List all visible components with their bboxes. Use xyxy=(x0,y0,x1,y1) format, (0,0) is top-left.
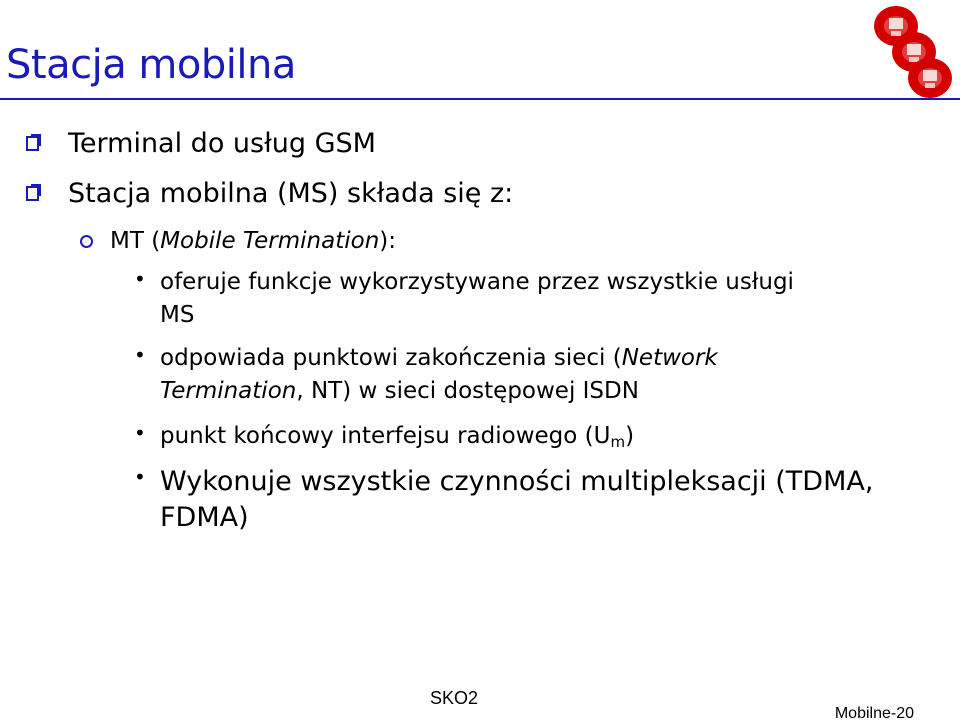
sub-bullet-mt xyxy=(110,228,396,254)
circle-bullet-icon xyxy=(80,235,93,248)
footer-page-label: Mobilne-20 xyxy=(834,705,914,722)
bullet-text: Terminal do usług GSM xyxy=(68,128,376,159)
square-bullet-icon xyxy=(26,134,42,152)
detail-line xyxy=(160,375,718,408)
detail-line: FDMA) xyxy=(160,502,249,533)
bullet-item-2 xyxy=(68,178,513,209)
dot-bullet-icon: • xyxy=(134,465,146,489)
detail-item-1 xyxy=(134,266,794,332)
detail-item-4 xyxy=(134,464,874,536)
detail-line: oferuje funkcje wykorzystywane przez wszystkie usługi xyxy=(160,269,794,295)
detail-item-3 xyxy=(134,420,635,459)
detail-line xyxy=(160,420,634,459)
detail-text: , NT) w sieci dostępowej ISDN xyxy=(296,378,639,404)
bullet-text: Stacja mobilna (MS) składa się z: xyxy=(68,178,514,209)
dot-bullet-icon: • xyxy=(134,421,146,445)
title-divider xyxy=(0,98,960,100)
detail-text: odpowiada punktowi zakończenia sieci ( xyxy=(160,345,622,371)
mt-prefix: MT ( xyxy=(110,228,161,254)
mt-suffix: ): xyxy=(379,228,397,254)
detail-line: MS xyxy=(160,302,195,328)
detail-italic: Network xyxy=(621,345,718,371)
bullet-item-1 xyxy=(68,128,376,159)
detail-subscript: m xyxy=(610,433,626,451)
dot-bullet-icon: • xyxy=(134,343,146,367)
stacked-discs-logo-icon xyxy=(872,4,954,102)
detail-line: Wykonuje wszystkie czynności multipleksacji (TDMA, xyxy=(160,466,874,497)
dot-bullet-icon: • xyxy=(134,267,146,291)
detail-text: ) xyxy=(625,423,635,449)
square-bullet-icon xyxy=(26,184,42,202)
detail-text: punkt końcowy interfejsu radiowego (U xyxy=(160,423,611,449)
detail-italic: Termination xyxy=(160,378,297,404)
footer-course-label: SKO2 xyxy=(430,688,479,708)
detail-item-2 xyxy=(134,342,718,408)
mt-italic: Mobile Termination xyxy=(160,228,380,254)
logo-disc-3 xyxy=(908,58,952,98)
detail-line xyxy=(160,342,718,375)
slide-title: Stacja mobilna xyxy=(6,42,296,88)
